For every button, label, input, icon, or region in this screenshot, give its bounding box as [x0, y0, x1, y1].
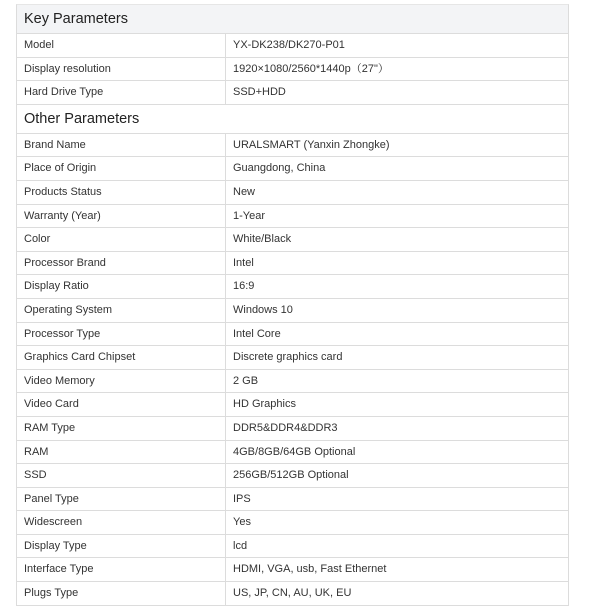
- table-row: [17, 34, 568, 58]
- parameter-label: Color: [17, 228, 226, 251]
- parameter-label: Widescreen: [17, 511, 226, 534]
- table-row: [17, 558, 568, 582]
- parameter-value: HD Graphics: [233, 398, 296, 411]
- table-row: [17, 488, 568, 512]
- parameter-value: 4GB/8GB/64GB Optional: [233, 445, 356, 458]
- table-row: [17, 228, 568, 252]
- parameter-label: Video Memory: [17, 370, 226, 393]
- parameter-value: DDR5&DDR4&DDR3: [233, 421, 338, 434]
- parameter-label: SSD: [17, 464, 226, 487]
- parameter-label: Display Ratio: [17, 275, 226, 298]
- parameter-value: New: [233, 185, 256, 198]
- parameter-label: Video Card: [17, 393, 226, 416]
- parameter-label: Place of Origin: [17, 157, 226, 180]
- parameter-value: 2 GB: [233, 374, 259, 387]
- parameter-label: Display resolution: [17, 58, 226, 81]
- table-row: [17, 582, 568, 606]
- parameter-label: RAM: [17, 441, 226, 464]
- parameter-label: Hard Drive Type: [17, 81, 226, 104]
- parameter-value: SSD+HDD: [233, 86, 286, 99]
- parameter-label: Products Status: [17, 181, 226, 204]
- parameter-value: URALSMART (Yanxin Zhongke): [233, 138, 390, 151]
- parameter-label: RAM Type: [17, 417, 226, 440]
- parameter-value: 1920×1080/2560*1440p（27"）: [233, 62, 389, 75]
- parameter-label: Processor Type: [17, 323, 226, 346]
- table-row: [17, 393, 568, 417]
- section-header-other-parameters: Other Parameters: [17, 105, 568, 134]
- parameter-label: Brand Name: [17, 134, 226, 157]
- parameter-value: US, JP, CN, AU, UK, EU: [233, 587, 352, 600]
- table-row: [17, 181, 568, 205]
- table-row: [17, 205, 568, 229]
- parameter-value: 16:9: [233, 280, 255, 293]
- table-row: [17, 417, 568, 441]
- table-row: [17, 535, 568, 559]
- parameter-value: IPS: [233, 492, 251, 505]
- table-row: [17, 299, 568, 323]
- parameter-value: 1-Year: [233, 209, 266, 222]
- parameter-label: Plugs Type: [17, 582, 226, 605]
- table-row: [17, 370, 568, 394]
- parameter-value: Intel Core: [233, 327, 281, 340]
- other-parameters-rows: [17, 134, 568, 606]
- parameter-value: Intel: [233, 256, 254, 269]
- table-row: [17, 58, 568, 82]
- parameter-label: Operating System: [17, 299, 226, 322]
- table-row: [17, 346, 568, 370]
- parameter-value: HDMI, VGA, usb, Fast Ethernet: [233, 563, 387, 576]
- table-row: [17, 157, 568, 181]
- table-row: [17, 252, 568, 276]
- parameter-label: Processor Brand: [17, 252, 226, 275]
- parameter-label: Model: [17, 34, 226, 57]
- parameter-label: Warranty (Year): [17, 205, 226, 228]
- parameter-label: Interface Type: [17, 558, 226, 581]
- parameter-value: White/Black: [233, 233, 292, 246]
- parameter-value: 256GB/512GB Optional: [233, 469, 349, 482]
- table-row: [17, 323, 568, 347]
- parameter-value: YX-DK238/DK270-P01: [233, 39, 345, 51]
- parameter-value: Yes: [233, 516, 251, 529]
- table-row: [17, 275, 568, 299]
- parameter-value: Windows 10: [233, 303, 293, 316]
- table-row: [17, 81, 568, 105]
- section-header-key-parameters: Key Parameters: [17, 5, 568, 34]
- parameter-value: Guangdong, China: [233, 162, 326, 175]
- key-parameters-rows: [17, 34, 568, 105]
- parameter-label: Display Type: [17, 535, 226, 558]
- parameter-value: Discrete graphics card: [233, 351, 343, 364]
- table-row: [17, 134, 568, 158]
- parameter-label: Panel Type: [17, 488, 226, 511]
- parameters-table: [16, 4, 569, 606]
- table-row: [17, 464, 568, 488]
- table-row: [17, 441, 568, 465]
- parameter-label: Graphics Card Chipset: [17, 346, 226, 369]
- table-row: [17, 511, 568, 535]
- parameter-value: lcd: [233, 539, 248, 552]
